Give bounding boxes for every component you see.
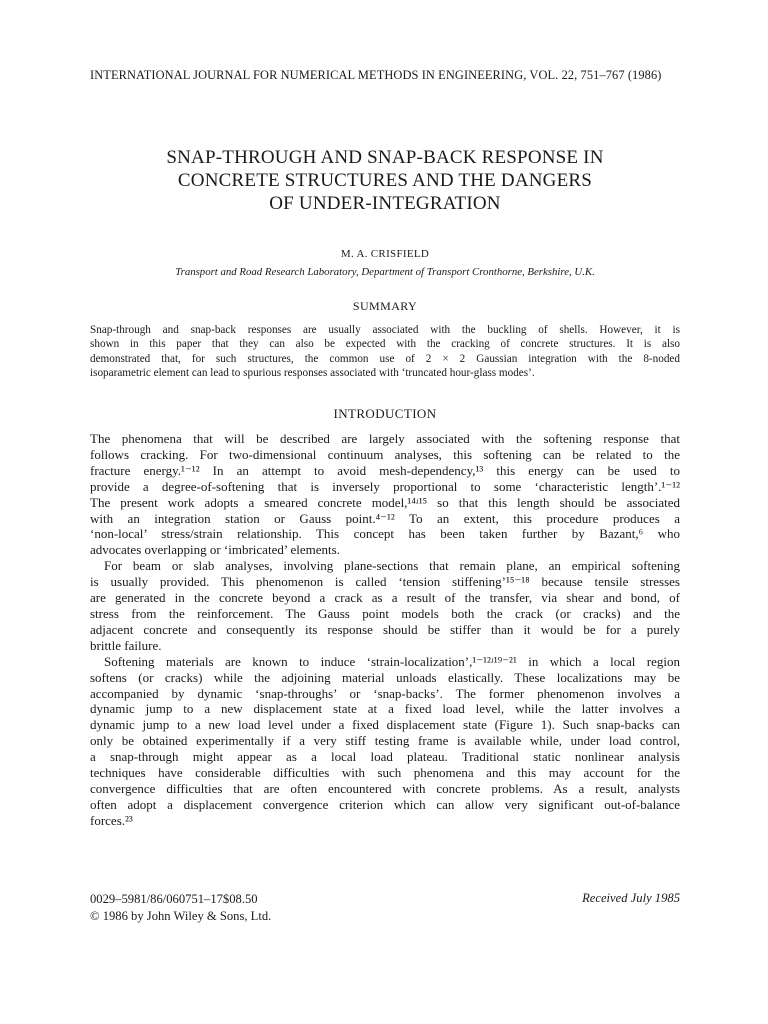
title-line: CONCRETE STRUCTURES AND THE DANGERS bbox=[177, 170, 593, 191]
summary-line: shown in this paper that they can also be expected with the cracking of concrete structures. It is also bbox=[90, 338, 680, 351]
body-line: softens (or cracks) while the adjoining material unloads elastically. These localizations may be bbox=[90, 669, 680, 685]
body-line: stress from the reinforcement. The Gauss point models both the crack (or cracks) and the bbox=[90, 605, 680, 621]
body-line: Softening materials are known to induce ‘strain-localization’,¹⁻¹²ʴ¹⁹⁻²¹ in which a local region bbox=[104, 653, 680, 669]
summary-heading: SUMMARY bbox=[352, 299, 418, 313]
body-line: techniques have considerable difficulties with such phenomena and this may account for the bbox=[90, 765, 680, 781]
author-name: M. A. CRISFIELD bbox=[340, 248, 430, 260]
paper-title bbox=[90, 146, 680, 215]
body-line: convergence difficulties that are often encountered with concrete problems. As a result, analysts bbox=[90, 780, 680, 796]
body-line: accompanied by dynamic ‘snap-throughs’ or ‘snap-backs’. The former phenomenon involves a bbox=[90, 685, 680, 701]
title-line: SNAP-THROUGH AND SNAP-BACK RESPONSE IN bbox=[166, 147, 604, 168]
summary-line: demonstrated that, for such structures, the common use of 2 × 2 Gaussian integration with the 8-noded bbox=[90, 352, 680, 365]
summary-paragraph bbox=[90, 323, 680, 381]
article-code: 0029–5981/86/060751–17$08.50 bbox=[90, 892, 258, 906]
body-line: with an integration station or Gauss point.⁴⁻¹² To an extent, this procedure produces a bbox=[90, 510, 680, 526]
body-line: dynamic jump to a new displacement state at a fixed load level, while the latter involves a bbox=[90, 701, 680, 717]
summary-line: isoparametric element can lead to spurious responses associated with ‘truncated hour-glass modes’. bbox=[90, 367, 535, 380]
introduction-body bbox=[90, 431, 680, 829]
body-line: provide a degree-of-softening that is inversely proportional to some ‘characteristic length’.¹⁻¹² bbox=[90, 478, 680, 494]
summary-line: Snap-through and snap-back responses are usually associated with the buckling of shells. However, it is bbox=[90, 324, 680, 336]
body-line: only be obtained experimentally if a very stiff testing frame is available while, under load control, bbox=[90, 733, 680, 749]
body-line: brittle failure. bbox=[90, 637, 162, 653]
body-line: often adopt a displacement convergence criterion which can allow very significant out-of-balance bbox=[90, 796, 680, 812]
body-line: advocates overlapping or ‘imbricated’ elements. bbox=[90, 542, 340, 558]
body-line: adjacent concrete and consequently its response should be stiffer than it would be for a purely bbox=[90, 621, 680, 637]
body-line: follows cracking. For two-dimensional continuum analyses, this softening can be related to the bbox=[90, 446, 680, 462]
received-date: Received July 1985 bbox=[582, 891, 680, 905]
copyright-notice: © 1986 by John Wiley & Sons, Ltd. bbox=[90, 909, 272, 923]
body-line: are generated in the concrete beyond a crack as a result of the transfer, via shear and bond, of bbox=[90, 590, 680, 606]
body-line: dynamic jump to a new load level under a fixed displacement state (Figure 1). Such snap-backs can bbox=[90, 717, 680, 733]
body-line: a snap-through might appear as a local load plateau. Traditional static nonlinear analysis bbox=[90, 749, 680, 765]
copyright-block bbox=[90, 891, 390, 925]
body-line: is usually provided. This phenomenon is called ‘tension stiffening’¹⁵⁻¹⁸ because tensile stresses bbox=[90, 574, 680, 590]
author-affiliation: Transport and Road Research Laboratory, Department of Transport Cronthorne, Berkshire, U.K. bbox=[175, 266, 595, 278]
journal-header: INTERNATIONAL JOURNAL FOR NUMERICAL METHODS IN ENGINEERING, VOL. 22, 751–767 (1986) bbox=[90, 68, 662, 82]
introduction-heading: INTRODUCTION bbox=[333, 406, 437, 421]
body-line: For beam or slab analyses, involving plane-sections that remain plane, an empirical softening bbox=[104, 558, 680, 574]
body-line: ‘non-local’ stress/strain relationship. This concept has been taken further by Bazant,⁶ who bbox=[90, 526, 680, 542]
title-line: OF UNDER-INTEGRATION bbox=[269, 193, 501, 214]
body-line: The present work adopts a smeared concrete model,¹⁴ʴ¹⁵ so that this length should be associated bbox=[90, 494, 680, 510]
body-line: fracture energy.¹⁻¹² In an attempt to avoid mesh-dependency,¹³ this energy can be used to bbox=[90, 462, 680, 478]
body-line: forces.²³ bbox=[90, 812, 133, 828]
body-line: The phenomena that will be described are largely associated with the softening response that bbox=[90, 431, 680, 446]
